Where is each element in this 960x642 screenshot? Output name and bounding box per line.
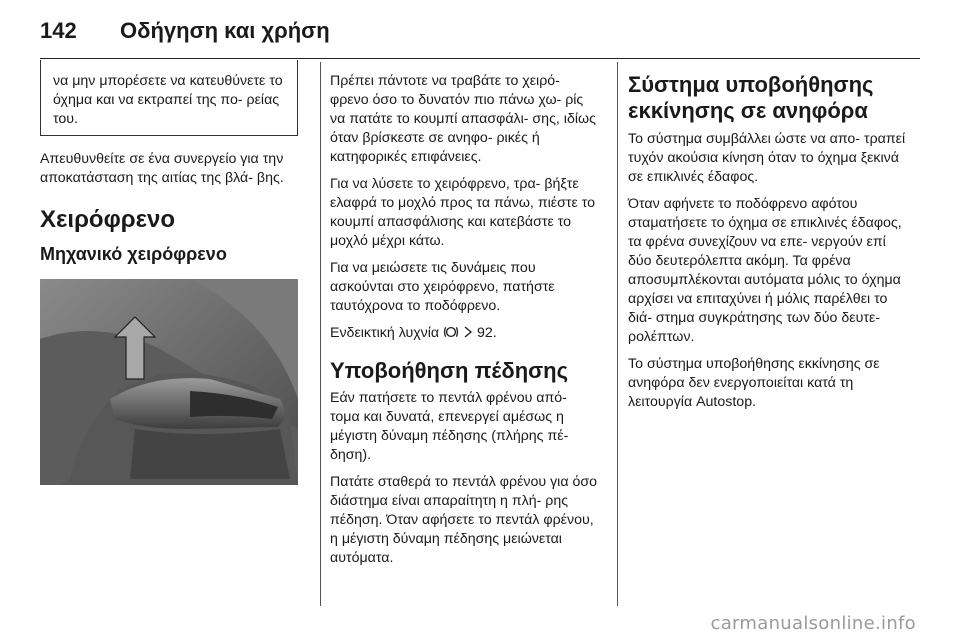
warning-box	[40, 60, 298, 136]
column-divider	[617, 62, 618, 606]
handbrake-photo	[40, 279, 298, 485]
page-number: 142	[40, 18, 77, 43]
column-2	[330, 72, 600, 576]
header-divider	[40, 58, 920, 59]
paragraph: Πρέπει πάντοτε να τραβάτε το χειρό- φρενο όσο το δυνατόν πιο πάνω χω- ρίς να πατάτε το κουμπί απασφάλι- σης, ιδίως όταν βρίσκεστε σε ανηφο- ρικές ή κατηφορικές επιφάνειες.	[330, 73, 596, 165]
brake-warning-icon	[443, 324, 459, 343]
page-reference[interactable]: 92.	[476, 325, 497, 341]
paragraph: Απευθυνθείτε σε ένα συνεργείο για την αποκατάσταση της αιτίας της βλά- βης.	[40, 151, 284, 186]
warning-text: να μην μπορέσετε να κατευθύνετε το όχημα και να εκτραπεί της πο- ρείας του.	[53, 73, 283, 127]
column-3	[628, 72, 906, 420]
paragraph: Το σύστημα υποβοήθησης εκκίνησης σε ανηφόρα δεν ενεργοποιείται κατά τη λειτουργία Autostop.	[628, 356, 880, 410]
section-heading: Υποβοήθηση πέδησης	[330, 358, 569, 383]
page-reference-arrow-icon	[463, 324, 473, 343]
paragraph: Όταν αφήνετε το ποδόφρενο αφότου σταματήσετε το όχημα σε επικλινές έδαφος, τα φρένα συνεχίζουν να επε- νεργούν επί δύο δευτερόλεπτα ακόμη. Τα φρένα αποσυμπλέκονται αυτόματα μόλις το όχημα αρχίσει να επιταχύνει ή μόλις παρέλθει το διά- στημα συγκράτησης των δύο δευτε- ρολέπτων.	[628, 196, 902, 345]
column-divider	[320, 62, 321, 606]
indicator-reference	[330, 324, 600, 343]
page-title: Οδήγηση και χρήση	[120, 18, 330, 43]
column-1	[40, 72, 298, 485]
paragraph: Εάν πατήσετε το πεντάλ φρένου από- τομα και δυνατά, επενεργεί αμέσως η μέγιστη δύναμη πέδησης (πλήρης πέ- δηση).	[330, 390, 569, 463]
paragraph: Το σύστημα συμβάλλει ώστε να απο- τραπεί τυχόν ακούσια κίνηση όταν το όχημα ξεκινά σε επικλινές έδαφος.	[628, 131, 906, 185]
paragraph: Πατάτε σταθερά το πεντάλ φρένου για όσο διάστημα είναι απαραίτητη η πλή- ρης πέδηση. Όταν αφήσετε το πεντάλ φρένου, η μέγιστη δύναμη πέδησης μειώνεται αυτόματα.	[330, 474, 598, 566]
handbrake-illustration	[40, 279, 298, 485]
paragraph: Για να μειώσετε τις δυνάμεις που ασκούνται στο χειρόφρενο, πατήστε ταυτόχρονα το ποδόφρενο.	[330, 260, 555, 314]
page-header	[40, 18, 330, 48]
indicator-label: Ενδεικτική λυχνία	[330, 325, 440, 341]
subsection-heading: Μηχανικό χειρόφρενο	[40, 244, 227, 264]
paragraph: Για να λύσετε το χειρόφρενο, τρα- βήξτε ελαφρά το μοχλό προς τα πάνω, πιέστε το κουμπί απασφάλισης και κατεβάστε το μοχλό μέχρι κάτω.	[330, 176, 596, 249]
watermark: carmanualsonline.info	[710, 613, 916, 634]
section-heading: Χειρόφρενο	[40, 206, 175, 233]
section-heading: Σύστημα υποβοήθησης εκκίνησης σε ανηφόρα	[628, 72, 874, 123]
